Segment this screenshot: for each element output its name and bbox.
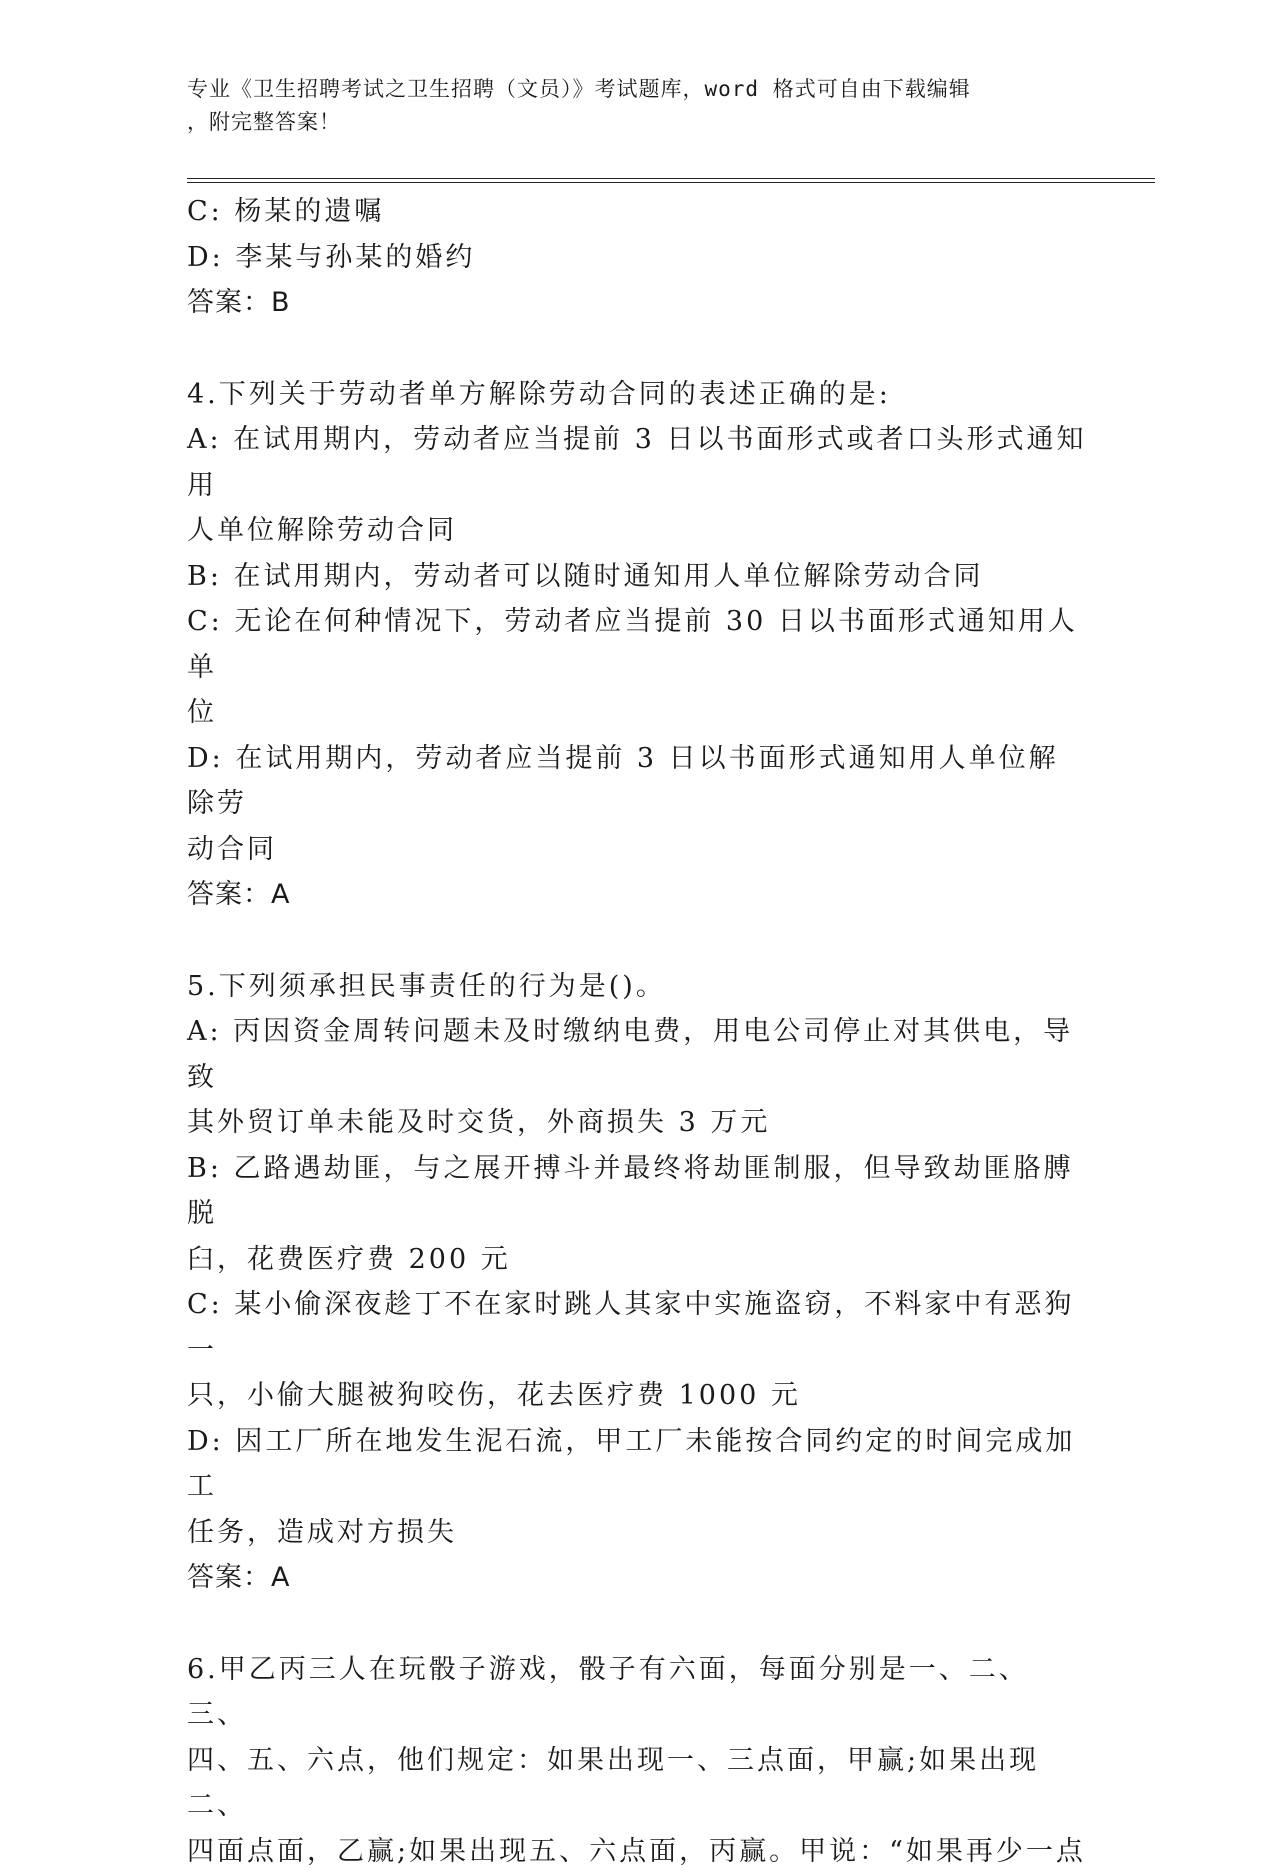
q4-option-a-line-1: A: 在试用期内，劳动者应当提前 3 日以书面形式或者口头形式通知用: [187, 417, 1087, 508]
q5-option-b-line-2: 臼，花费医疗费 200 元: [187, 1237, 1087, 1283]
q3-answer: 答案：B: [187, 280, 1087, 326]
q5-option-c-line-1: C: 某小偷深夜趁丁不在家时跳人其家中实施盗窃，不料家中有恶狗一: [187, 1282, 1087, 1373]
q3-option-d: D: 李某与孙某的婚约: [187, 235, 1087, 281]
q5-answer: 答案：A: [187, 1555, 1087, 1601]
q6-stem-line-2: 四、五、六点，他们规定：如果出现一、三点面，甲赢;如果出现二、: [187, 1738, 1087, 1829]
header-line-1: 专业《卫生招聘考试之卫生招聘（文员）》考试题库，word 格式可自由下载编辑: [187, 73, 1077, 106]
document-body: [187, 189, 1087, 1874]
q5-option-a-line-2: 其外贸订单未能及时交货，外商损失 3 万元: [187, 1100, 1087, 1146]
q5-option-b-line-1: B: 乙路遇劫匪，与之展开搏斗并最终将劫匪制服，但导致劫匪胳膊脱: [187, 1146, 1087, 1237]
q5-stem: 5.下列须承担民事责任的行为是()。: [187, 964, 1087, 1010]
q4-option-c-line-2: 位: [187, 690, 1087, 736]
q6-stem-line-1: 6.甲乙丙三人在玩骰子游戏，骰子有六面，每面分别是一、二、三、: [187, 1647, 1087, 1738]
q4-option-a-line-2: 人单位解除劳动合同: [187, 508, 1087, 554]
spacer: [187, 326, 1087, 372]
q4-answer: 答案：A: [187, 872, 1087, 918]
document-header: [187, 73, 1077, 139]
q4-option-d-line-2: 动合同: [187, 827, 1087, 873]
q4-stem: 4.下列关于劳动者单方解除劳动合同的表述正确的是:: [187, 372, 1087, 418]
spacer: [187, 1601, 1087, 1647]
q5-option-d-line-1: D: 因工厂所在地发生泥石流，甲工厂未能按合同约定的时间完成加工: [187, 1419, 1087, 1510]
q3-option-c: C: 杨某的遗嘱: [187, 189, 1087, 235]
spacer: [187, 918, 1087, 964]
q5-option-c-line-2: 只，小偷大腿被狗咬伤，花去医疗费 1000 元: [187, 1373, 1087, 1419]
header-divider-bottom: [187, 182, 1155, 183]
q4-option-c-line-1: C: 无论在何种情况下，劳动者应当提前 30 日以书面形式通知用人单: [187, 599, 1087, 690]
q5-option-d-line-2: 任务，造成对方损失: [187, 1510, 1087, 1556]
q5-option-a-line-1: A: 丙因资金周转问题未及时缴纳电费，用电公司停止对其供电，导致: [187, 1009, 1087, 1100]
header-line-2: ，附完整答案！: [187, 106, 1077, 139]
q6-stem-line-3: 四面点面，乙赢;如果出现五、六点面，丙赢。甲说：“如果再少一点: [187, 1829, 1087, 1874]
header-divider-top: [187, 178, 1155, 179]
q4-option-b: B: 在试用期内，劳动者可以随时通知用人单位解除劳动合同: [187, 554, 1087, 600]
q4-option-d-line-1: D: 在试用期内，劳动者应当提前 3 日以书面形式通知用人单位解除劳: [187, 736, 1087, 827]
